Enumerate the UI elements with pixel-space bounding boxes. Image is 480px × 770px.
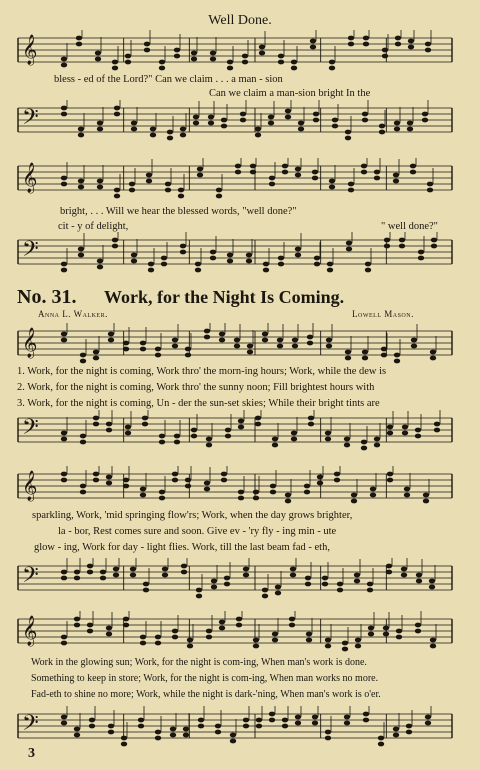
lyricist-credit: Anna L. Walker. [38,309,108,319]
composer-credit: Lowell Mason. [352,309,414,319]
staff-system-3-treble [0,323,480,369]
svg-text:𝄢: 𝄢 [22,415,39,445]
svg-text:𝄢: 𝄢 [22,563,39,593]
staff-system-4-treble [0,466,480,512]
hymn-number: No. 31. [17,286,77,308]
lyrics-line: bless - ed of the Lord?" Can we claim . . . a man - sion [54,74,283,85]
verse-line: 2. Work, for the night is coming, Work thro' the sunny noon; Fill brightest hours with [17,382,375,393]
staff-system-3-bass [0,410,480,456]
lyrics-line: cit - y of delight, [58,221,129,232]
verse-line: Fad-eth to shine no more; Work, while the night is dark-'ning, When man's work is o'er. [31,689,381,700]
staff-system-2-treble [0,158,480,204]
verse-line: 3. Work, for the night is coming, Un - der the sun-set skies; While their bright tints are [17,398,380,409]
lyrics-line: " well done?" [381,221,438,232]
svg-text:𝄞: 𝄞 [22,163,38,193]
svg-text:𝄞: 𝄞 [22,328,38,358]
svg-text:𝄢: 𝄢 [22,711,39,741]
svg-text:𝄞: 𝄞 [22,471,38,501]
verse-line: Work in the glowing sun; Work, for the night is com-ing, When man's work is done. [31,657,367,668]
lyrics-line: Can we claim a man-sion bright In the [209,88,371,99]
verse-line: 1. Work, for the night is coming, Work thro' the morn-ing hours; Work, while the dew is [17,366,387,377]
verse-line: glow - ing, Work for day - light flies. Work, till the last beam fad - eth, [34,542,330,553]
staff-system-2-bass [0,232,480,278]
staff-system-5-bass [0,706,480,752]
staff-system-5-treble [0,611,480,657]
staff-system-1-bass [0,100,480,146]
staff-system-4-bass [0,558,480,604]
svg-text:𝄞: 𝄞 [22,616,38,646]
verse-line: sparkling, Work, 'mid springing flow'rs; Work, when the day grows brighter, [32,510,353,521]
running-title: Well Done. [208,13,272,28]
svg-text:𝄢: 𝄢 [22,105,39,135]
lyrics-line: bright, . . . Will we hear the blessed words, "well done?" [60,206,297,217]
hymn-title: Work, for the Night Is Coming. [104,287,345,307]
staff-system-1-treble [0,30,480,76]
svg-text:𝄞: 𝄞 [22,35,38,65]
verse-line: la - bor, Rest comes sure and soon. Give ev - 'ry fly - ing min - ute [58,526,337,537]
svg-text:𝄢: 𝄢 [22,237,39,267]
page-number: 3 [28,746,35,761]
verse-line: Something to keep in store; Work, for the night is com-ing, When man works no more. [31,673,379,684]
